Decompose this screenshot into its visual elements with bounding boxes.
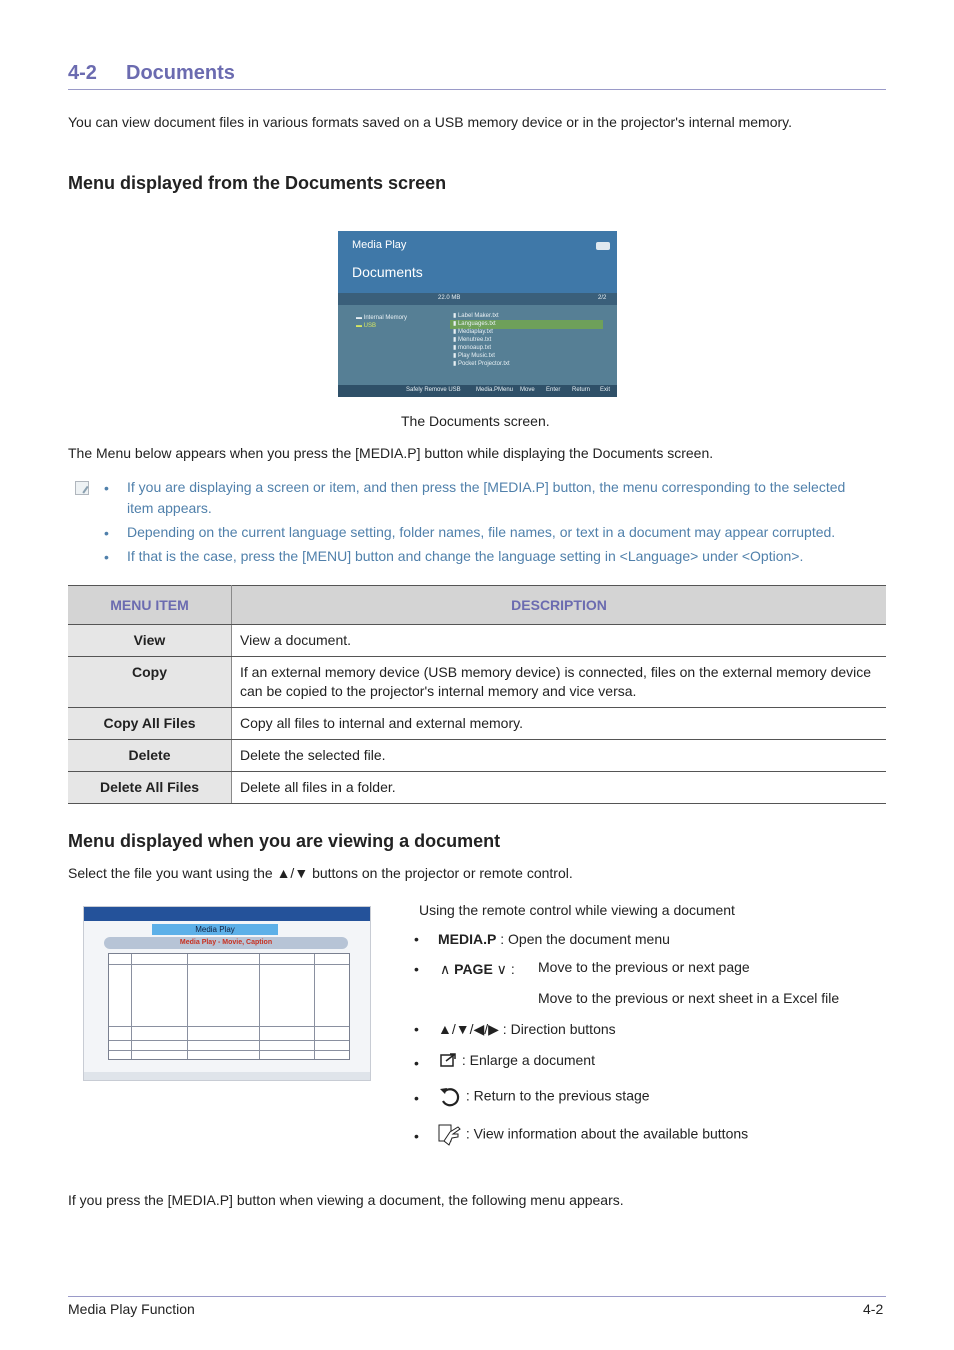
remote-bullet: • [414, 1055, 419, 1071]
enlarge-icon [438, 1052, 458, 1070]
note-item [127, 477, 845, 519]
closing-text: If you press the [MEDIA.P] button when viewing a document, the following menu appears. [68, 1192, 624, 1208]
screenshot-capacity: 22.0 MB [438, 295, 461, 301]
screenshot-caption: The Documents screen. [401, 413, 550, 429]
footer-exit: Exit [600, 387, 611, 393]
note-line: item appears. [127, 500, 212, 516]
remote-item-direction: ▲/▼/◀/▶ : Direction buttons [438, 1021, 616, 1037]
projector-icon [596, 242, 610, 250]
table-row [68, 772, 886, 804]
document-view-screenshot [83, 906, 371, 1081]
page-key-label: PAGE [454, 961, 493, 977]
page-desc-2: Move to the previous or next sheet in a Excel file [538, 990, 840, 1006]
remote-bullet: • [414, 1090, 419, 1106]
table-row [68, 625, 886, 657]
menu-item-cell: Delete [68, 740, 232, 772]
screenshot-status-band [338, 293, 617, 305]
footer-menu: Menu [498, 387, 514, 393]
file-item: ▮ Languages.txt [453, 321, 496, 327]
remote-item-page [440, 961, 515, 978]
screenshot-page: 2/2 [598, 295, 607, 301]
screenshot-bottom-bar [84, 1072, 371, 1080]
note-bullet: • [104, 525, 109, 541]
section-heading [68, 62, 235, 85]
description-cell: If an external memory device (USB memory device) is connected, files on the external memory device can be copied to the projector's internal memory and vice versa. [232, 657, 887, 708]
subheading-viewing-menu: Menu displayed when you are viewing a document [68, 831, 501, 851]
viewing-lead-text: Select the file you want using the ▲/▼ buttons on the projector or remote control. [68, 865, 573, 881]
intro-text: You can view document files in various formats saved on a USB memory device or in the projector's internal memory. [68, 114, 792, 130]
file-item: ▮ Pocket Projector.txt [453, 361, 510, 367]
documents-screenshot [338, 231, 617, 397]
description-cell: View a document. [232, 625, 887, 657]
remote-item-return [438, 1085, 650, 1109]
note-item: Depending on the current language setting, folder names, file names, or text in a document may appear corrupted. [127, 524, 836, 540]
remote-bullet: • [414, 1128, 419, 1144]
footer-page-number: 4-2 [863, 1301, 884, 1317]
remote-title: Using the remote control while viewing a document [419, 902, 735, 918]
footer-rule [68, 1296, 886, 1297]
media-key-desc: : Open the document menu [496, 931, 670, 947]
description-cell: Copy all files to internal and external memory. [232, 708, 887, 740]
file-item: ▮ monoaup.txt [453, 345, 491, 351]
remote-bullet: • [414, 931, 419, 947]
screenshot-title: Documents [352, 264, 423, 280]
file-item: ▮ Mediaplay.txt [453, 329, 493, 335]
remote-item-enlarge [438, 1052, 595, 1070]
heading-rule [68, 89, 886, 90]
enlarge-desc: : Enlarge a document [461, 1052, 595, 1068]
table-header-row [68, 586, 886, 625]
document-table-preview [108, 953, 350, 1060]
footer-return: Return [572, 387, 591, 393]
file-item: ▮ Play Music.txt [453, 353, 495, 359]
page-colon: : [510, 961, 515, 977]
note-bullet: • [104, 480, 109, 496]
menu-item-cell: Delete All Files [68, 772, 232, 804]
section-number: 4-2 [68, 62, 97, 84]
menu-item-cell: Copy All Files [68, 708, 232, 740]
footer-safely-remove: Safely Remove USB [406, 387, 461, 393]
menu-item-cell: View [68, 625, 232, 657]
file-item: ▮ Label Maker.txt [453, 313, 499, 319]
remote-bullet: • [414, 1021, 419, 1037]
return-icon [438, 1085, 462, 1109]
note-bullet: • [104, 549, 109, 565]
media-key-label: MEDIA.P [438, 931, 497, 947]
hand-pointer-icon [438, 1123, 462, 1147]
screenshot-app-label: Media Play [352, 239, 407, 251]
screenshot-menu-bar: Media Play - Movie, Caption [104, 937, 348, 949]
menu-item-cell: Copy [68, 657, 232, 708]
description-cell: Delete all files in a folder. [232, 772, 887, 804]
note-icon [75, 481, 89, 495]
page-up-icon: ∧ [440, 961, 451, 977]
table-row [68, 657, 886, 708]
source-internal-memory: ▬ Internal Memory [356, 315, 408, 321]
source-usb: ▬ USB [356, 323, 377, 329]
return-desc: : Return to the previous stage [465, 1087, 650, 1104]
menu-table [68, 585, 886, 804]
header-menu-item: MENU ITEM [68, 586, 232, 625]
description-cell: Delete the selected file. [232, 740, 887, 772]
screenshot-label: Media Play [152, 924, 278, 935]
footer-enter: Enter [546, 387, 561, 393]
remote-item-media [438, 931, 670, 947]
note-line: If you are displaying a screen or item, and then press the [MEDIA.P] button, the menu corresponding to the selected [127, 479, 846, 495]
page-desc-1: Move to the previous or next page [538, 959, 750, 975]
remote-item-info [438, 1123, 748, 1147]
header-description: DESCRIPTION [232, 586, 887, 625]
file-item: ▮ Menutree.txt [453, 337, 492, 343]
footer-media-key: Media.P [476, 387, 499, 393]
table-row [68, 740, 886, 772]
footer-chapter: Media Play Function [68, 1301, 195, 1317]
note-item: If that is the case, press the [MENU] button and change the language setting in <Language> under <Option>. [127, 548, 804, 564]
table-row [68, 708, 886, 740]
footer-move: Move [520, 387, 535, 393]
screenshot-titlebar [84, 907, 371, 921]
remote-bullet: • [414, 961, 419, 977]
menu-lead-text: The Menu below appears when you press the [MEDIA.P] button while displaying the Documents screen. [68, 445, 714, 461]
page-down-icon: ∨ [496, 961, 507, 977]
info-desc: : View information about the available buttons [465, 1125, 749, 1142]
subheading-screen-menu: Menu displayed from the Documents screen [68, 173, 447, 193]
section-title: Documents [126, 62, 235, 84]
